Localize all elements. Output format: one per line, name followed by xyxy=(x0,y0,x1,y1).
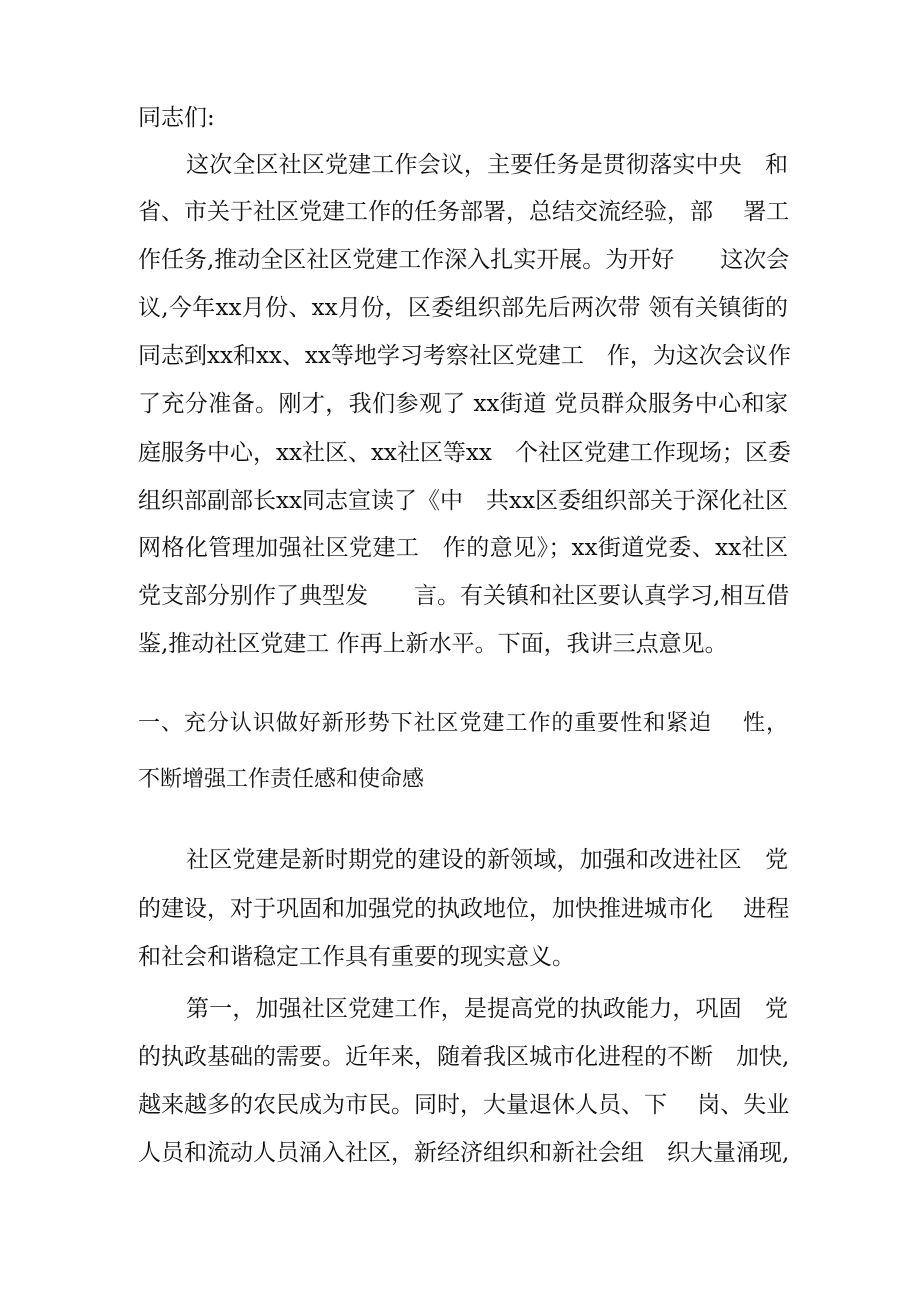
paragraph-3-line-1: 第一，加强社区党建工作，是提高党的执政能力，巩固 党 xyxy=(186,996,788,1022)
paragraph-1-line-2: 省、市关于社区党建工作的任务部署，总结交流经验，部 署工 xyxy=(138,199,790,225)
paragraph-2-line-1: 社区党建是新时期党的建设的新领域，加强和改进社区 党 xyxy=(186,847,788,873)
paragraph-1-line-8: 组织部副部长xx同志宣读了《中 共xx区委组织部关于深化社区 xyxy=(138,488,788,514)
paragraph-1-line-3: 作任务,推动全区社区党建工作深入扎实开展。为开好 这次会 xyxy=(138,247,790,273)
paragraph-1-line-11: 鉴,推动社区党建工 作再上新水平。下面，我讲三点意见。 xyxy=(138,631,728,657)
paragraph-3-line-4: 人员和流动人员涌入社区，新经济组织和新社会组 织大量涌现, xyxy=(138,1140,790,1166)
greeting: 同志们: xyxy=(138,105,215,131)
paragraph-1-line-9: 网格化管理加强社区党建工 作的意见》；xx街道党委、xx社区 xyxy=(138,535,788,561)
paragraph-2-line-2: 的建设，对于巩固和加强党的执政地位，加快推进城市化 进程 xyxy=(138,896,790,922)
paragraph-3-line-3: 越来越多的农民成为市民。同时，大量退休人员、下 岗、失业 xyxy=(138,1092,790,1118)
paragraph-1-line-7: 庭服务中心，xx社区、xx社区等xx 个社区党建工作现场；区委 xyxy=(138,440,791,466)
paragraph-1-line-6: 了充分准备。刚才，我们参观了 xx街道 党员群众服务中心和家 xyxy=(138,391,788,417)
paragraph-3-line-2: 的执政基础的需要。近年来，随着我区城市化进程的不断 加快, xyxy=(138,1044,790,1070)
paragraph-1-line-4: 议,今年xx月份、xx月份，区委组织部先后两次带 领有关镇街的 xyxy=(138,295,788,321)
section-heading-line-2: 不断增强工作责任感和使命感 xyxy=(138,767,425,792)
paragraph-2-line-3: 和社会和谐稳定工作具有重要的现实意义。 xyxy=(138,944,575,970)
section-heading-line-1: 一、充分认识做好新形势下社区党建工作的重要性和紧迫 性， xyxy=(138,711,788,736)
paragraph-1-line-1: 这次全区社区党建工作会议，主要任务是贯彻落实中央 和 xyxy=(186,152,788,178)
paragraph-1-line-10: 党支部分别作了典型发 言。有关镇和社区要认真学习,相互借 xyxy=(138,583,790,609)
paragraph-1-line-5: 同志到xx和xx、xx等地学习考察社区党建工 作，为这次会议作 xyxy=(138,343,791,369)
